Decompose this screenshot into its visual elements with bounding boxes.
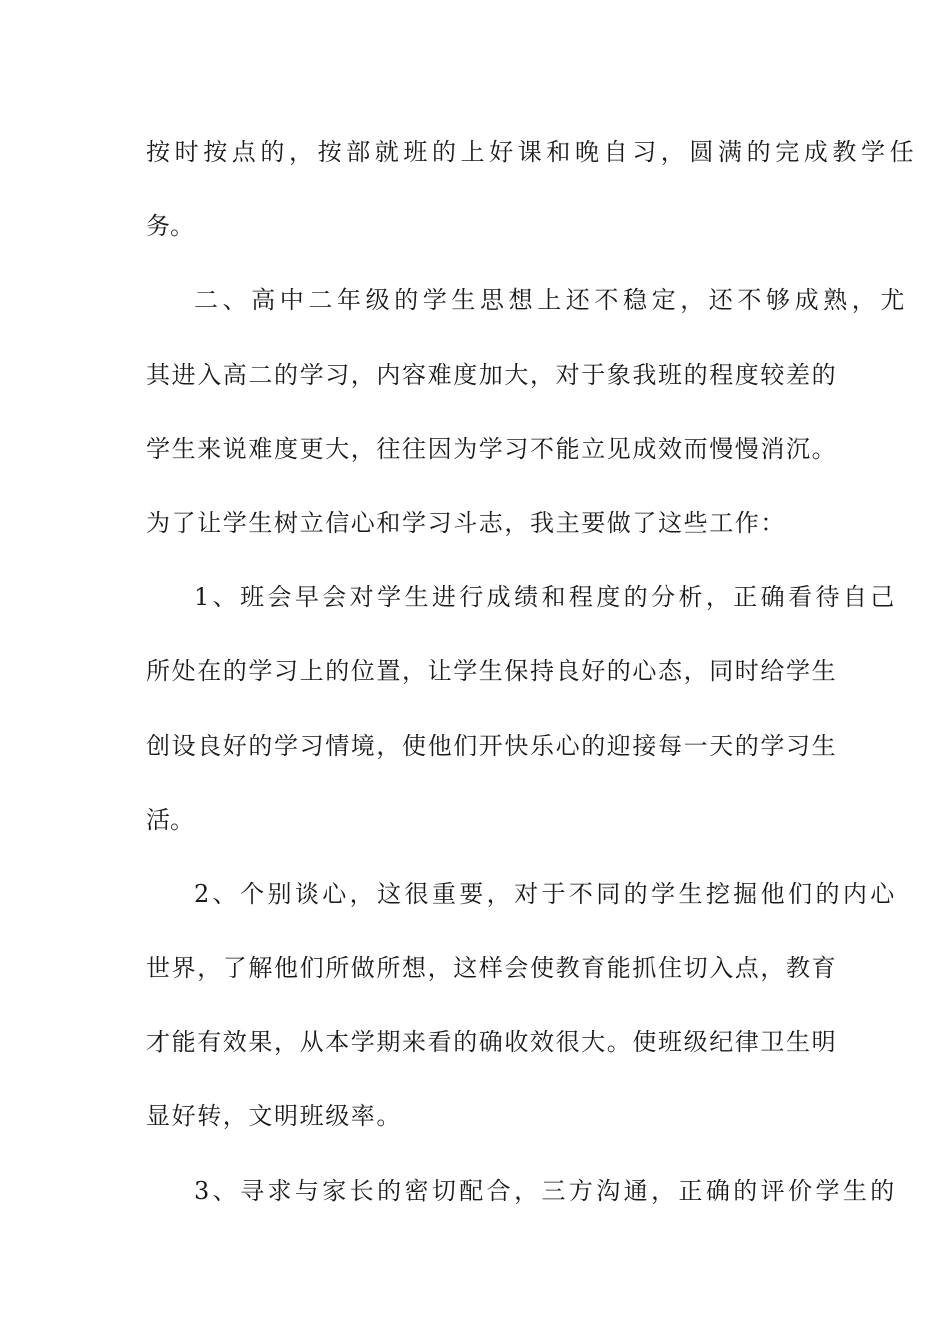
text-line: 为了让学生树立信心和学习斗志，我主要做了这些工作： xyxy=(146,508,786,537)
text-line: 世界，了解他们所做所想，这样会使教育能抓住切入点，教育 xyxy=(146,954,838,983)
text-line: 学生来说难度更大，往往因为学习不能立见成效而慢慢消沉。 xyxy=(146,434,838,463)
text-line: 才能有效果，从本学期来看的确收效很大。使班级纪律卫生明 xyxy=(146,1028,838,1057)
text-line: 按时按点的，按部就班的上好课和晚自习，圆满的完成教学任 xyxy=(146,138,919,166)
text-line: 3、寻求与家长的密切配合，三方沟通，正确的评价学生的 xyxy=(194,1176,898,1205)
text-line: 活。 xyxy=(146,805,194,834)
body-text xyxy=(146,130,919,1243)
text-line: 其进入高二的学习，内容难度加大，对于象我班的程度较差的 xyxy=(146,360,838,389)
text-line: 所处在的学习上的位置，让学生保持良好的心态，同时给学生 xyxy=(146,657,838,686)
text-line: 务。 xyxy=(146,212,194,241)
text-line: 显好转，文明班级率。 xyxy=(146,1102,402,1131)
text-line: 2、个别谈心，这很重要，对于不同的学生挖掘他们的内心 xyxy=(194,879,898,908)
text-line: 创设良好的学习情境，使他们开快乐心的迎接每一天的学习生 xyxy=(146,731,838,760)
text-line: 1、班会早会对学生进行成绩和程度的分析，正确看待自己 xyxy=(194,583,898,612)
text-line: 二、高中二年级的学生思想上还不稳定，还不够成熟，尤 xyxy=(194,286,909,315)
